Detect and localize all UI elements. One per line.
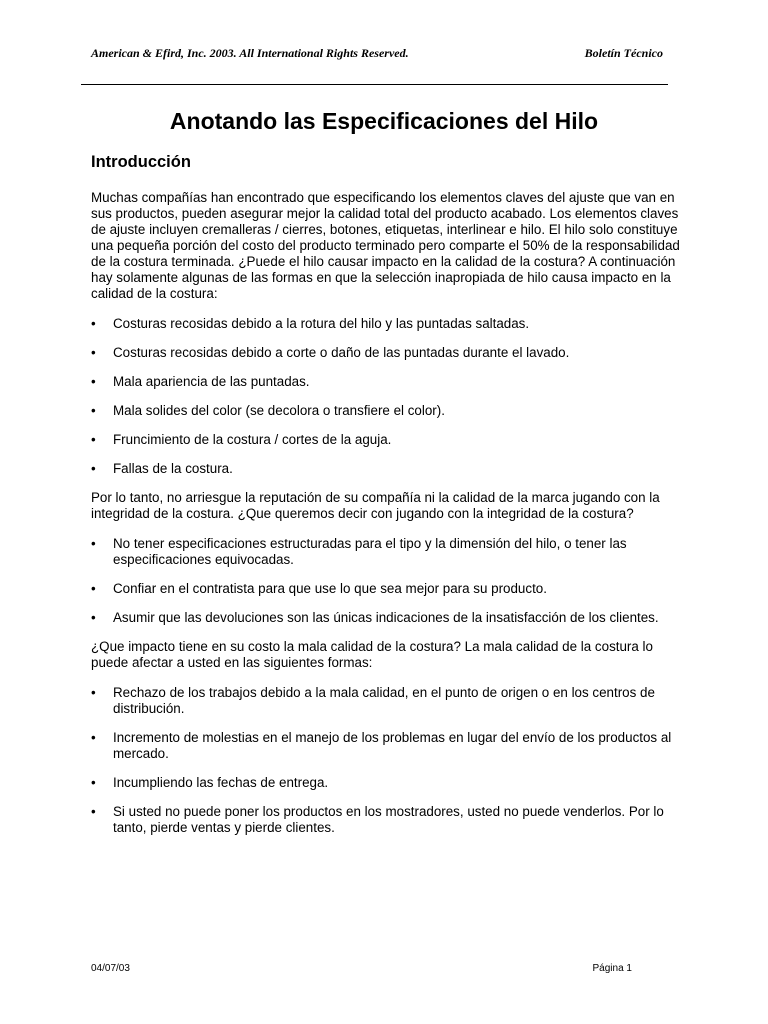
document-title: Anotando las Especificaciones del Hilo (169, 108, 599, 134)
integrity-list (91, 536, 691, 626)
list-item: • Mala apariencia de las puntadas. (91, 374, 310, 389)
page-number: Página 1 (592, 963, 632, 974)
list-item: • Costuras recosidas debido a la rotura del hilo y las puntadas saltadas. (91, 316, 530, 331)
list-item: • Fallas de la costura. (91, 461, 233, 476)
bullet-icon: • (91, 804, 96, 819)
list-item: • Asumir que las devoluciones son las únicas indicaciones de la insatisfacción de los clientes. (91, 610, 659, 625)
list-item: • Incremento de molestias en el manejo de los problemas en lugar del envío de los productos al mercado. (91, 730, 672, 761)
bullet-icon: • (91, 685, 96, 700)
bullet-icon: • (91, 730, 96, 745)
cost-paragraph: ¿Que impacto tiene en su costo la mala calidad de la costura? La mala calidad de la costura lo puede afectar a usted en las siguientes formas: (91, 639, 653, 670)
bullet-icon: • (91, 536, 96, 551)
list-item: • Incumpliendo las fechas de entrega. (91, 775, 329, 790)
cost-impact-list (91, 685, 691, 836)
list-item: • Rechazo de los trabajos debido a la mala calidad, en el punto de origen o en los centros de distribución. (91, 685, 655, 716)
bullet-icon: • (91, 345, 96, 360)
copyright-notice: American & Efird, Inc. 2003. All International Rights Reserved. (91, 46, 409, 60)
bullet-icon: • (91, 403, 96, 418)
section-heading: Introducción (91, 153, 191, 171)
integrity-paragraph: Por lo tanto, no arriesgue la reputación de su compañía ni la calidad de la marca jugando con la integridad de la costura. ¿Que queremos decir con jugando con la integridad de la costura? (91, 490, 660, 521)
list-item: • Si usted no puede poner los productos en los mostradores, usted no puede venderlos. Por lo tanto, pierde ventas y pierde clientes. (91, 804, 664, 835)
bullet-icon: • (91, 581, 96, 596)
bullet-icon: • (91, 316, 96, 331)
seam-problems-list (91, 316, 691, 477)
list-item: • No tener especificaciones estructuradas para el tipo y la dimensión del hilo, o tener las especificaciones equivocadas. (91, 536, 627, 567)
list-item: • Costuras recosidas debido a corte o daño de las puntadas durante el lavado. (91, 345, 570, 360)
list-item: • Mala solides del color (se decolora o transfiere el color). (91, 403, 445, 418)
list-item: • Fruncimiento de la costura / cortes de la aguja. (91, 432, 392, 447)
page-header (91, 46, 663, 61)
page-footer (91, 963, 632, 974)
bullet-icon: • (91, 461, 96, 476)
footer-date: 04/07/03 (91, 963, 130, 974)
intro-paragraph: Muchas compañías han encontrado que especificando los elementos claves del ajuste que van en sus productos, pueden asegurar mejor la calidad total del producto acabado. Los elementos claves de ajuste incluyen cremalleras / cierres, botones, etiquetas, interlinear e hilo. El hilo solo constituye una pequeña porción del costo del producto terminado pero comparte el 50% de la responsabilidad de la costura terminada. ¿Puede el hilo causar impacto en la calidad de la costura? A continuación hay solamente algunas de las formas en que la selección inapropiada de hilo causa impacto en la calidad de la costura: (91, 190, 680, 301)
document-body (91, 190, 691, 849)
bulletin-label: Boletín Técnico (584, 46, 663, 60)
list-item: • Confiar en el contratista para que use lo que sea mejor para su producto. (91, 581, 547, 596)
bullet-icon: • (91, 775, 96, 790)
bullet-icon: • (91, 374, 96, 389)
bullet-icon: • (91, 610, 96, 625)
header-divider (81, 84, 668, 85)
bullet-icon: • (91, 432, 96, 447)
